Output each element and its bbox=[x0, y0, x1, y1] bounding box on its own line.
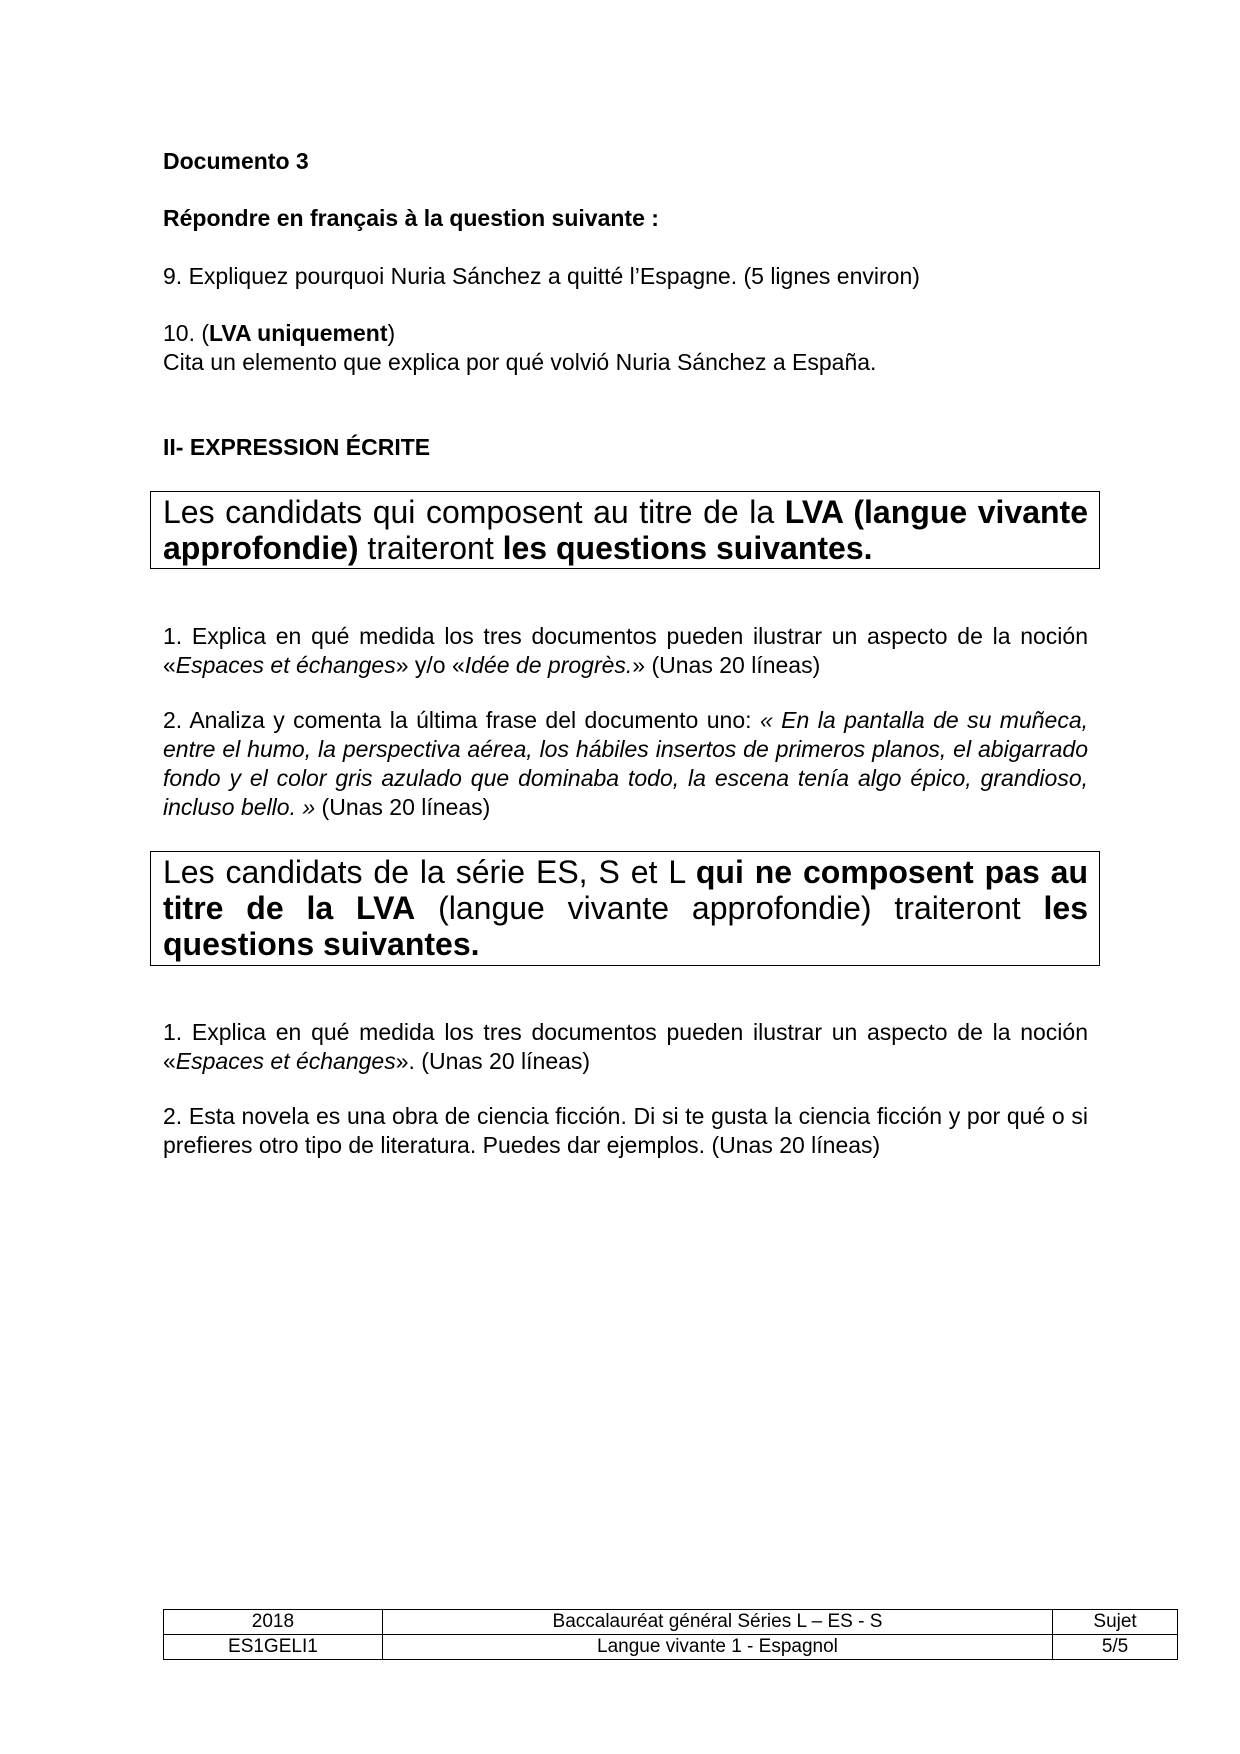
question-10 bbox=[163, 319, 1093, 377]
q10-text: Cita un elemento que explica por qué volvió Nuria Sánchez a España. bbox=[163, 349, 877, 375]
doc3-instruction: Répondre en français à la question suivante : bbox=[163, 205, 659, 231]
lva-q2-text-b: (Unas 20 líneas) bbox=[315, 794, 491, 820]
non-lva-box-part2: (langue vivante approfondie) traiteront bbox=[415, 890, 1044, 926]
footer-code: ES1GELI1 bbox=[164, 1635, 383, 1660]
lva-question-1 bbox=[163, 622, 1088, 680]
other-question-2: 2. Esta novela es una obra de ciencia ficción. Di si te gusta la ciencia ficción y por qué o si prefieres otro tipo de literatura. Puedes dar ejemplos. (Unas 20 líneas) bbox=[163, 1103, 1088, 1158]
other-q1-notion: Espaces et échanges bbox=[175, 1048, 396, 1074]
footer-exam: Baccalauréat général Séries L – ES - S bbox=[382, 1610, 1052, 1635]
lva-q2-text-a: 2. Analiza y comenta la última frase del documento uno: bbox=[163, 707, 760, 733]
non-lva-box-bold2: les questions suivantes. bbox=[163, 890, 1089, 962]
lva-q1-text-b: » y/o « bbox=[395, 652, 465, 678]
other-q1-text-a: 1. Explica en qué medida los tres documentos pueden ilustrar un aspecto de la noción « bbox=[163, 1019, 1088, 1074]
q10-lva-label: LVA uniquement bbox=[209, 320, 388, 346]
lva-q1-text-c: » (Unas 20 líneas) bbox=[632, 652, 821, 678]
question-9: 9. Expliquez pourquoi Nuria Sánchez a quitté l’Espagne. (5 lignes environ) bbox=[163, 263, 920, 289]
lva-q1-notion-2: Idée de progrès. bbox=[464, 652, 633, 678]
lva-box-bold2: les questions suivantes. bbox=[502, 530, 873, 566]
lva-q2-quote: « En la pantalla de su muñeca, entre el humo, la perspectiva aérea, los hábiles insertos de primeros planos, el abigarrado fondo y el color gris azulado que dominaba todo, la escena tenía algo épico, grandioso, incluso bello. » bbox=[163, 707, 1089, 820]
lva-question-2 bbox=[163, 706, 1088, 822]
footer-row bbox=[164, 1635, 1178, 1660]
section-heading: II- EXPRESSION ÉCRITE bbox=[163, 434, 431, 460]
lva-q1-notion-1: Espaces et échanges bbox=[175, 652, 396, 678]
lva-box-bold1: LVA (langue vivante approfondie) bbox=[163, 494, 1088, 566]
footer-row bbox=[164, 1610, 1178, 1635]
footer-year: 2018 bbox=[164, 1610, 383, 1635]
lva-box-part2: traiteront bbox=[358, 530, 503, 566]
footer-subject: Langue vivante 1 - Espagnol bbox=[382, 1635, 1052, 1660]
non-lva-box-bold1: qui ne composent pas au titre de la LVA bbox=[163, 854, 1089, 926]
q10-open: 10. ( bbox=[163, 320, 210, 346]
doc3-heading: Documento 3 bbox=[163, 148, 309, 174]
lva-box-text bbox=[163, 494, 1088, 566]
non-lva-box-part1: Les candidats de la série ES, S et L bbox=[163, 854, 696, 890]
footer-table bbox=[163, 1609, 1178, 1660]
q10-close: ) bbox=[387, 320, 396, 346]
lva-box-part1: Les candidats qui composent au titre de la bbox=[163, 494, 785, 530]
footer-label: Sujet bbox=[1053, 1610, 1178, 1635]
footer-page: 5/5 bbox=[1053, 1635, 1178, 1660]
other-question-1 bbox=[163, 1018, 1088, 1076]
non-lva-box-text bbox=[163, 854, 1088, 962]
other-q1-text-b: ». (Unas 20 líneas) bbox=[395, 1048, 591, 1074]
lva-q1-text-a: 1. Explica en qué medida los tres documentos pueden ilustrar un aspecto de la noción « bbox=[163, 623, 1088, 678]
